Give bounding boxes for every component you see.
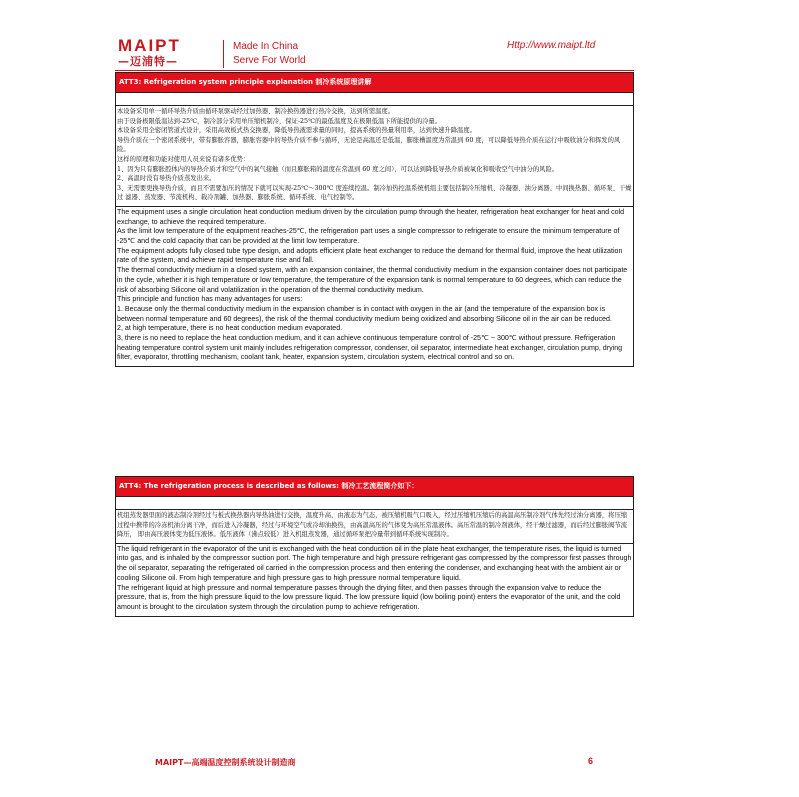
page-number: 6 [588, 756, 594, 766]
tagline [233, 40, 306, 68]
paragraph: 1. Because only the thermal conductivity medium in the expansion chamber is in contact with oxygen in the air (and the temperature of the expansion box is between normal temperature and 60 degrees), the risk of the thermal conductivity medium being oxidized and absorbing Silicone oil in the air can be reduced. [117, 304, 612, 323]
logo-chinese-name: —迈浦特— [118, 55, 178, 68]
paragraph: As the limit low temperature of the equipment reaches-25℃, the refrigeration part uses a single compressor to refrigerate to ensure the minimum temperature of -25℃ and the cold capacity that can be provided at the limit low temperature. [117, 227, 620, 246]
att3-spacer [116, 93, 633, 106]
logo-wordmark: MAIPT [118, 36, 181, 55]
footer-company-slogan: MAIPT—高端温度控制系统设计制造商 [155, 758, 296, 767]
paragraph: 由于设备极限低温达到-25℃，制冷部分采用单压缩机制冷，保证-25℃的最低温度及在极限低温下所能提供的冷量。 [117, 117, 442, 125]
paragraph: 2, at high temperature, there is no heat conduction medium evaporated. [117, 324, 343, 333]
website-url[interactable]: Http://www.maipt.ltd [507, 40, 596, 51]
att4-english-text [116, 544, 633, 616]
paragraph: 本设备采用全密闭管道式设计，采用高效板式热交换器，降低导热液需求量的同时，提高系统的热量利用率，达到快速升降温度。 [117, 127, 476, 135]
paragraph: 这样的原理和功能对使用人员来说有诸多优势： [117, 155, 250, 163]
att3-title: ATT3: Refrigeration system principle explanation 制冷系统原理讲解 [116, 73, 633, 93]
paragraph: The thermal conductivity medium in a closed system, with an expansion container, the thermal conductivity medium in the expansion container does not participate in the cycle, whether it is high temperature or low temperature, the temperature of the expansion tank is normal temperature to 60 degrees, which can reduce the risk of absorbing Silicone oil and volatilization in the operation of the thermal conductivity medium. [117, 266, 628, 294]
att3-section [115, 72, 634, 367]
tagline-line-1: Made In China [233, 41, 299, 52]
att4-chinese-text [116, 510, 633, 544]
paragraph: 本设备采用单一循环导热介质由循环泵驱动经过加热器、制冷换热器进行热冷交换，达到所需温度。 [117, 108, 395, 115]
page-header [0, 0, 799, 70]
paragraph: 2、高温时没有导热介质蒸发出来。 [117, 175, 216, 183]
maipt-logo [118, 38, 218, 69]
paragraph: 导热介质在一个密闭系统中，带有膨胀容器，膨胀容器中的导热介质不参与循环，无论是高温还是低温，膨胀槽温度为常温到 60 度，可以降低导热介质在运行中吸收油分和挥发的风险。 [117, 136, 621, 154]
header-divider [223, 40, 224, 68]
att3-chinese-text [116, 106, 633, 207]
paragraph: The equipment adopts fully closed tube type design, and adopts efficient plate heat exchanger to reduce the demand for thermal fluid, improve the heat utilization rate of the system, and achieve rapid temperature rise and fall. [117, 246, 623, 265]
att4-spacer [116, 497, 633, 510]
paragraph: The liquid refrigerant in the evaporator of the unit is exchanged with the heat conduction oil in the plate heat exchanger, the temperature rises, the liquid is turned into gas, and is inhaled by the compressor suction port. The high temperature and high pressure refrigerant gas compressed by the compressor first passes through the oil separator, separating the refrigerated oil carried in the compression process and then entering the condenser, and exchanging heat with the ambient air or cooling Silicone oil. From high temperature and high pressure gas to high pressure normal temperature liquid. [117, 544, 632, 582]
paragraph: 3、无需要更换导热介质，而且不需要加压的情况下就可以实现-25℃～300℃ 度连续控温。制冷加热控温系统机组主要包括制冷压缩机、冷凝器、油分离器、中间换热器、循环泵、干燥过 滤器、蒸发器、节流机构、载冷剂罐、加热器、膨胀系统、循环系统、电气控制等。 [117, 184, 632, 202]
att4-section [115, 476, 634, 617]
att4-title: ATT4: The refrigeration process is described as follows: 制冷工艺流程简介如下： [116, 477, 633, 497]
paragraph: The equipment uses a single circulation heat conduction medium driven by the circulation pump through the heater, refrigeration heat exchanger for heat and cold exchange, to achieve the required temperature. [117, 207, 625, 226]
att3-english-text [116, 207, 633, 366]
paragraph: This principle and function has many advantages for users: [117, 295, 303, 304]
paragraph: 机组蒸发器里面的液态制冷剂经过与板式换热器内导热油进行交换，温度升高，由液态为气态，被压缩机吸气口吸入，经过压缩机压缩后的高温高压制冷剂气体先经过油分离器，将压缩过程中携带的冷冻机油分离干净，而后进入冷凝器，经过与环境空气或冷却油换热，由高温高压的气体变为高压常温液体。高压常温的制冷剂液体，经干燥过滤器，而后经过膨胀阀节流降压， 即由高压液体变为低压液体。低压液体（沸点较低）进入机组蒸发器，通过循环泵把冷量带到循环系统实现制冷。 [117, 512, 628, 539]
paragraph: 3, there is no need to replace the heat conduction medium, and it can achieve continuous temperature control of -25℃ ~ 300℃ without pressure. Refrigeration heating temperature control system unit mainly includes refrigeration compressor, condenser, oil separator, intermediate heat exchanger, circulation pump, drying filter, evaporator, throttling mechanism, coolant tank, heater, expansion system, circulation system, electrical control and so on. [117, 334, 623, 362]
header-rule [115, 70, 634, 71]
paragraph: The refrigerant liquid at high pressure and normal temperature passes through the drying filter, and then passes through the expansion valve to reduce the pressure, that is, from the high pressure liquid to the low pressure liquid. The low pressure liquid (low boiling point) enters the evaporator of the unit, and the cold amount is brought to the circulation system through the circulation pump to achieve refrigeration. [117, 583, 621, 611]
paragraph: 1、因为只有膨胀腔体内的导热介质才和空气中的氧气接触（而且膨胀箱的温度在常温到 60 度之间），可以达到降低导热介质被氧化和吸收空气中油分的风险。 [117, 165, 559, 173]
tagline-line-2: Serve For World [233, 55, 306, 66]
